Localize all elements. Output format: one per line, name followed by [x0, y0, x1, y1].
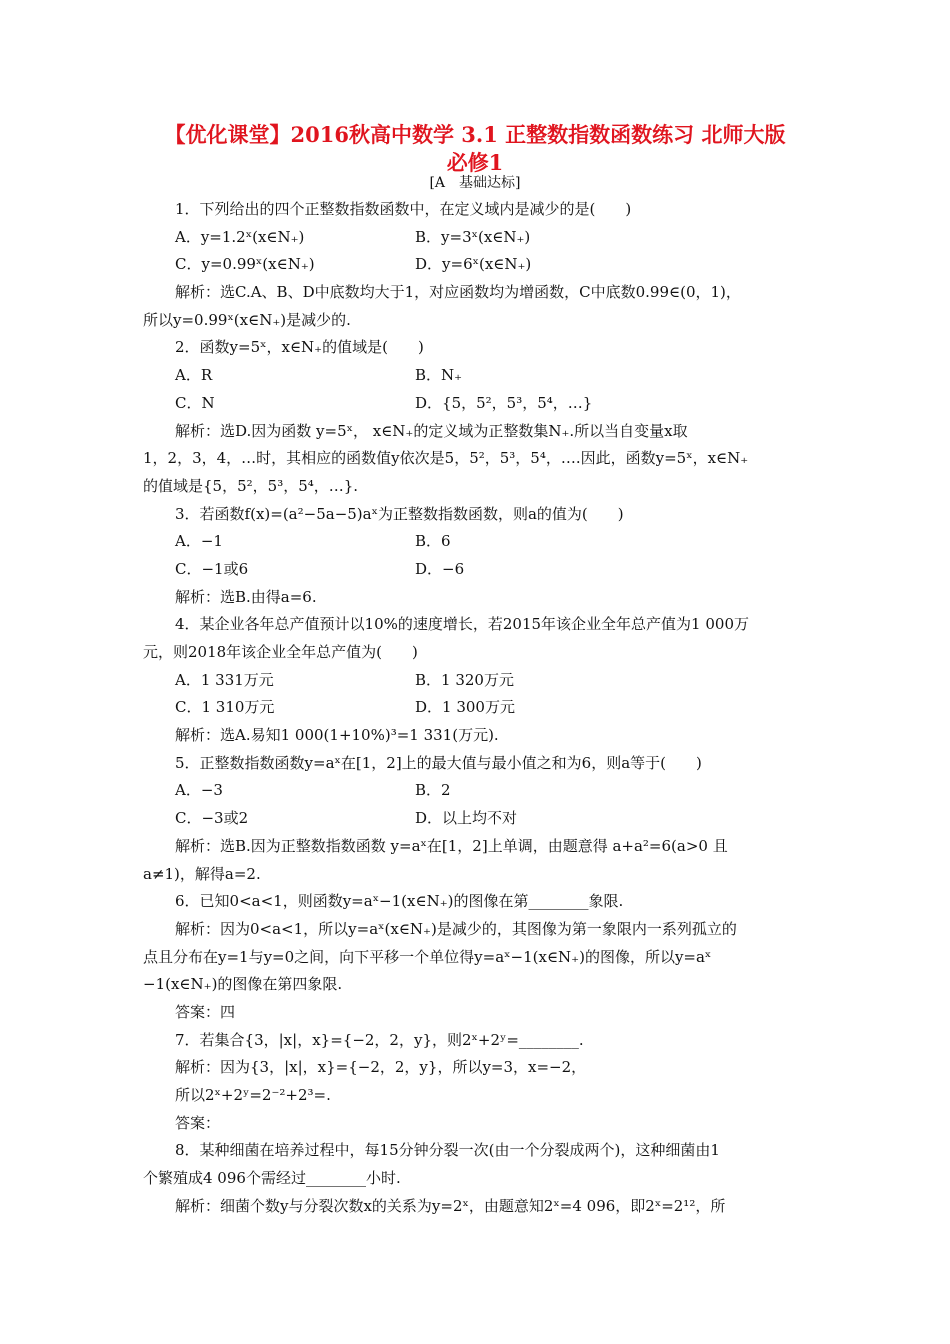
question-1-options-cd	[143, 251, 810, 279]
question-3-option-b: B．6	[415, 532, 451, 551]
question-1-options-ab	[143, 224, 810, 252]
question-4-stem-line-2: 元，则2018年该企业全年总产值为( )	[143, 643, 418, 661]
question-2-option-b: B．N₊	[415, 366, 463, 385]
question-1-option-b: B．y=3ˣ(x∈N₊)	[415, 227, 531, 246]
question-4-option-a: A．1 331万元	[175, 670, 274, 689]
question-5-options-ab	[143, 777, 810, 805]
question-6-answer: 答案：四	[175, 1002, 236, 1021]
question-2-analysis-line-2: 1，2，3，4，…时，其相应的函数值y依次是5，5²，5³，5⁴，….因此，函数y=5ˣ，x∈N₊	[143, 449, 749, 468]
question-6-stem: 6．已知0<a<1，则函数y=aˣ−1(x∈N₊)的图像在第________象限.	[175, 892, 624, 911]
question-1-option-d: D．y=6ˣ(x∈N₊)	[415, 255, 532, 274]
question-5-options-cd	[143, 805, 810, 833]
question-1-stem: 1．下列给出的四个正整数指数函数中，在定义域内是减少的是( )	[175, 200, 632, 218]
question-4-option-b: B．1 320万元	[415, 670, 514, 689]
question-5-option-a: A．−3	[175, 781, 223, 800]
question-1-analysis-line-2: 所以y=0.99ˣ(x∈N₊)是减少的.	[143, 310, 351, 329]
question-3-analysis: 解析：选B.由得a=6.	[175, 587, 317, 606]
question-3-option-a: A．−1	[175, 532, 223, 551]
section-heading: [A 基础达标]	[429, 175, 521, 191]
question-8-stem-line-1: 8．某种细菌在培养过程中，每15分钟分裂一次(由一个分裂成两个)，这种细菌由1	[175, 1141, 720, 1160]
question-7-stem: 7．若集合{3，|x|，x}={−2，2，y}，则2ˣ+2ʸ=________.	[175, 1030, 584, 1049]
question-2-option-a: A．R	[175, 366, 213, 385]
question-6-analysis-line-2: 点且分布在y=1与y=0之间，向下平移一个单位得y=aˣ−1(x∈N₊)的图像，所以y=aˣ	[143, 947, 712, 966]
question-3-options-ab	[143, 528, 810, 556]
question-7-analysis-line-2: 所以2ˣ+2ʸ=2⁻²+2³=.	[175, 1086, 331, 1104]
question-5-stem: 5．正整数指数函数y=aˣ在[1，2]上的最大值与最小值之和为6，则a等于( )	[175, 753, 702, 772]
question-7-answer: 答案：	[175, 1113, 221, 1132]
question-1-analysis-line-1: 解析：选C.A、B、D中底数均大于1，对应函数均为增函数，C中底数0.99∈(0，1)，	[175, 283, 741, 302]
question-5-option-c: C．−3或2	[175, 809, 249, 828]
question-4-options-cd	[143, 694, 810, 722]
question-1-option-c: C．y=0.99ˣ(x∈N₊)	[175, 255, 315, 274]
question-3-option-d: D．−6	[415, 559, 465, 578]
question-2-stem: 2．函数y=5ˣ，x∈N₊的值域是( )	[175, 338, 424, 357]
question-5-option-b: B．2	[415, 781, 451, 800]
question-3-option-c: C．−1或6	[175, 559, 249, 578]
question-8-stem-line-2: 个繁殖成4 096个需经过________小时.	[143, 1169, 401, 1188]
question-5-option-d: D．以上均不对	[415, 809, 518, 828]
question-2-analysis-line-1: 解析：选D.因为函数 y=5ˣ， x∈N₊的定义域为正整数集N₊.所以当自变量x取	[175, 421, 688, 440]
question-1-option-a: A．y=1.2ˣ(x∈N₊)	[175, 227, 305, 246]
exercise-content	[143, 196, 810, 1220]
question-6-analysis-line-3: −1(x∈N₊)的图像在第四象限.	[143, 975, 343, 994]
question-2-options-ab	[143, 362, 810, 390]
question-2-options-cd	[143, 390, 810, 418]
question-4-analysis: 解析：选A.易知1 000(1+10%)³=1 331(万元).	[175, 726, 499, 745]
question-2-option-c: C．N	[175, 393, 215, 412]
question-3-stem: 3．若函数f(x)=(a²−5a−5)aˣ为正整数指数函数，则a的值为( )	[175, 504, 624, 523]
document-title-line-1: 【优化课堂】2016秋高中数学 3.1 正整数指数函数练习 北师大版	[164, 122, 786, 147]
document-title-line-2: 必修1	[446, 150, 504, 175]
question-4-options-ab	[143, 667, 810, 695]
question-5-analysis-line-2: a≠1)，解得a=2.	[143, 864, 261, 883]
question-6-analysis-line-1: 解析：因为0<a<1，所以y=aˣ(x∈N₊)是减少的，其图像为第一象限内一系列孤立的	[175, 919, 737, 938]
question-4-stem-line-1: 4．某企业各年总产值预计以10%的速度增长，若2015年该企业全年总产值为1 000万	[175, 615, 750, 634]
question-4-option-c: C．1 310万元	[175, 698, 275, 717]
question-2-option-d: D．{5，5²，5³，5⁴，…}	[415, 393, 593, 412]
question-8-analysis-line-1: 解析：细菌个数y与分裂次数x的关系为y=2ˣ，由题意知2ˣ=4 096，即2ˣ=2¹²，所	[175, 1196, 726, 1215]
question-4-option-d: D．1 300万元	[415, 698, 515, 717]
question-7-analysis-line-1: 解析：因为{3，|x|，x}={−2，2，y}，所以y=3，x=−2，	[175, 1058, 587, 1077]
question-5-analysis-line-1: 解析：选B.因为正整数指数函数 y=aˣ在[1，2]上单调，由题意得 a+a²=6(a>0 且	[175, 836, 728, 855]
question-2-analysis-line-3: 的值域是{5，5²，5³，5⁴，…}.	[143, 476, 359, 495]
question-3-options-cd	[143, 556, 810, 584]
